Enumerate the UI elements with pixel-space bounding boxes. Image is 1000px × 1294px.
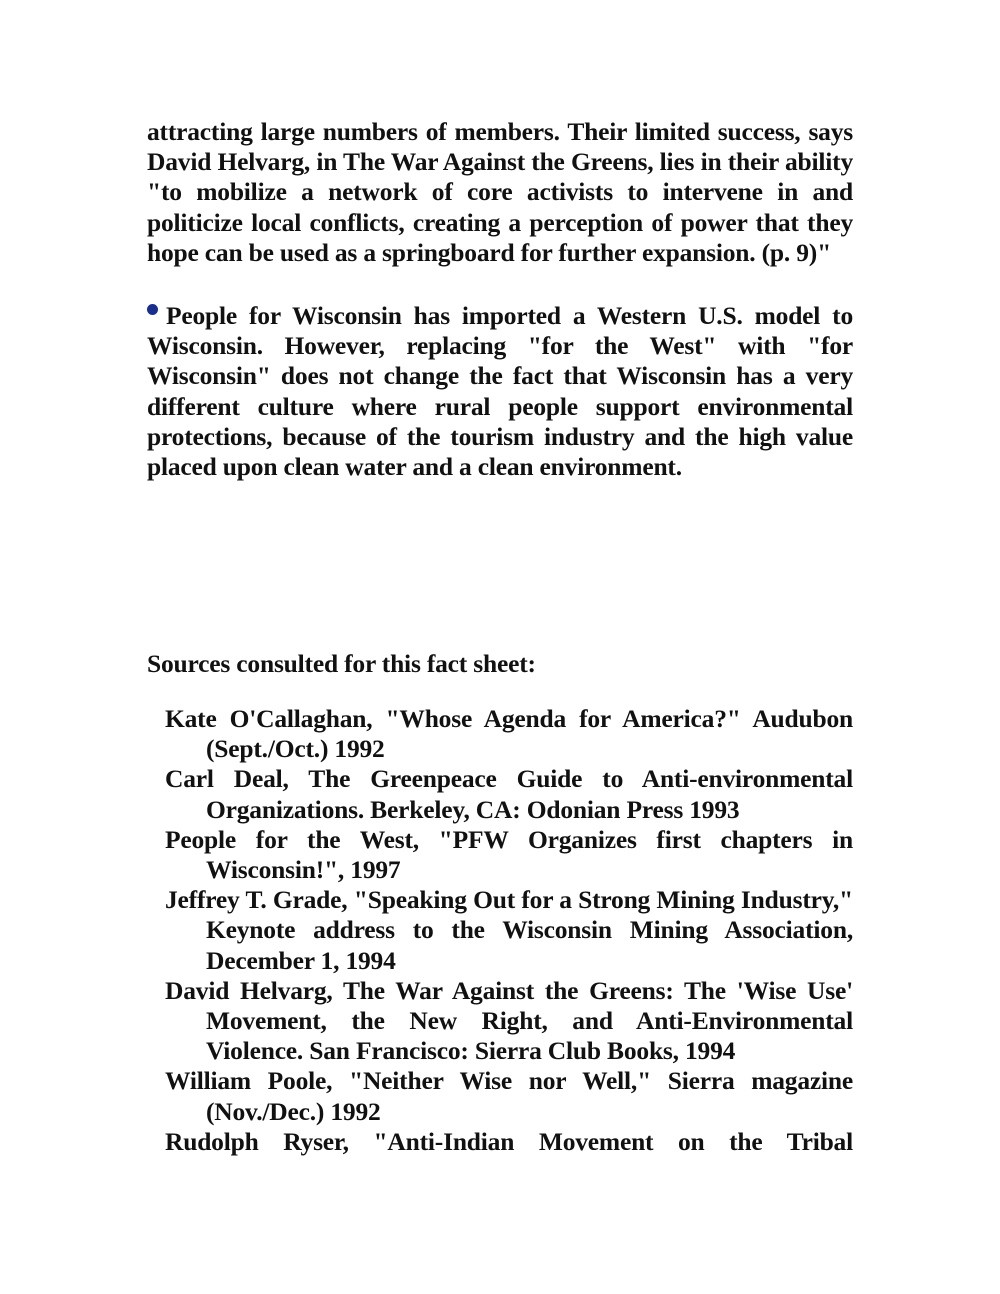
- bullet-paragraph: [147, 301, 853, 482]
- sources-heading: Sources consulted for this fact sheet:: [147, 649, 536, 678]
- source-item: Kate O'Callaghan, "Whose Agenda for America?" Audubon (Sept./Oct.) 1992: [165, 704, 853, 764]
- source-item: Rudolph Ryser, "Anti-Indian Movement on the Tribal: [165, 1126, 853, 1156]
- bullet-dot-icon: [147, 304, 158, 315]
- document-page: [147, 117, 853, 1156]
- bullet-text: People for Wisconsin has imported a Western U.S. model to Wisconsin. However, replacing "for the West" with "for Wisconsin" does not change the fact that Wisconsin has a very different culture where rural people support environmental protections, because of the tourism industry and the high value placed upon clean water and a clean environment.: [147, 301, 853, 482]
- intro-paragraph: attracting large numbers of members. Their limited success, says David Helvarg, in The War Against the Greens, lies in their ability "to mobilize a network of core activists to intervene in and politicize local conflicts, creating a perception of power that they hope can be used as a springboard for further expansion. (p. 9)": [147, 117, 853, 267]
- source-item: Carl Deal, The Greenpeace Guide to Anti-environmental Organizations. Berkeley, CA: Odonian Press 1993: [165, 764, 853, 824]
- source-item: People for the West, "PFW Organizes first chapters in Wisconsin!", 1997: [165, 824, 853, 885]
- sources-list: [165, 704, 853, 1157]
- source-item: David Helvarg, The War Against the Greens: The 'Wise Use' Movement, the New Right, and Anti-Environmental Violence. San Francisco: Sierra Club Books, 1994: [165, 975, 853, 1066]
- source-item: William Poole, "Neither Wise nor Well," Sierra magazine (Nov./Dec.) 1992: [165, 1066, 853, 1126]
- source-item: Jeffrey T. Grade, "Speaking Out for a Strong Mining Industry," Keynote address to the Wisconsin Mining Association, December 1, 1994: [165, 885, 853, 975]
